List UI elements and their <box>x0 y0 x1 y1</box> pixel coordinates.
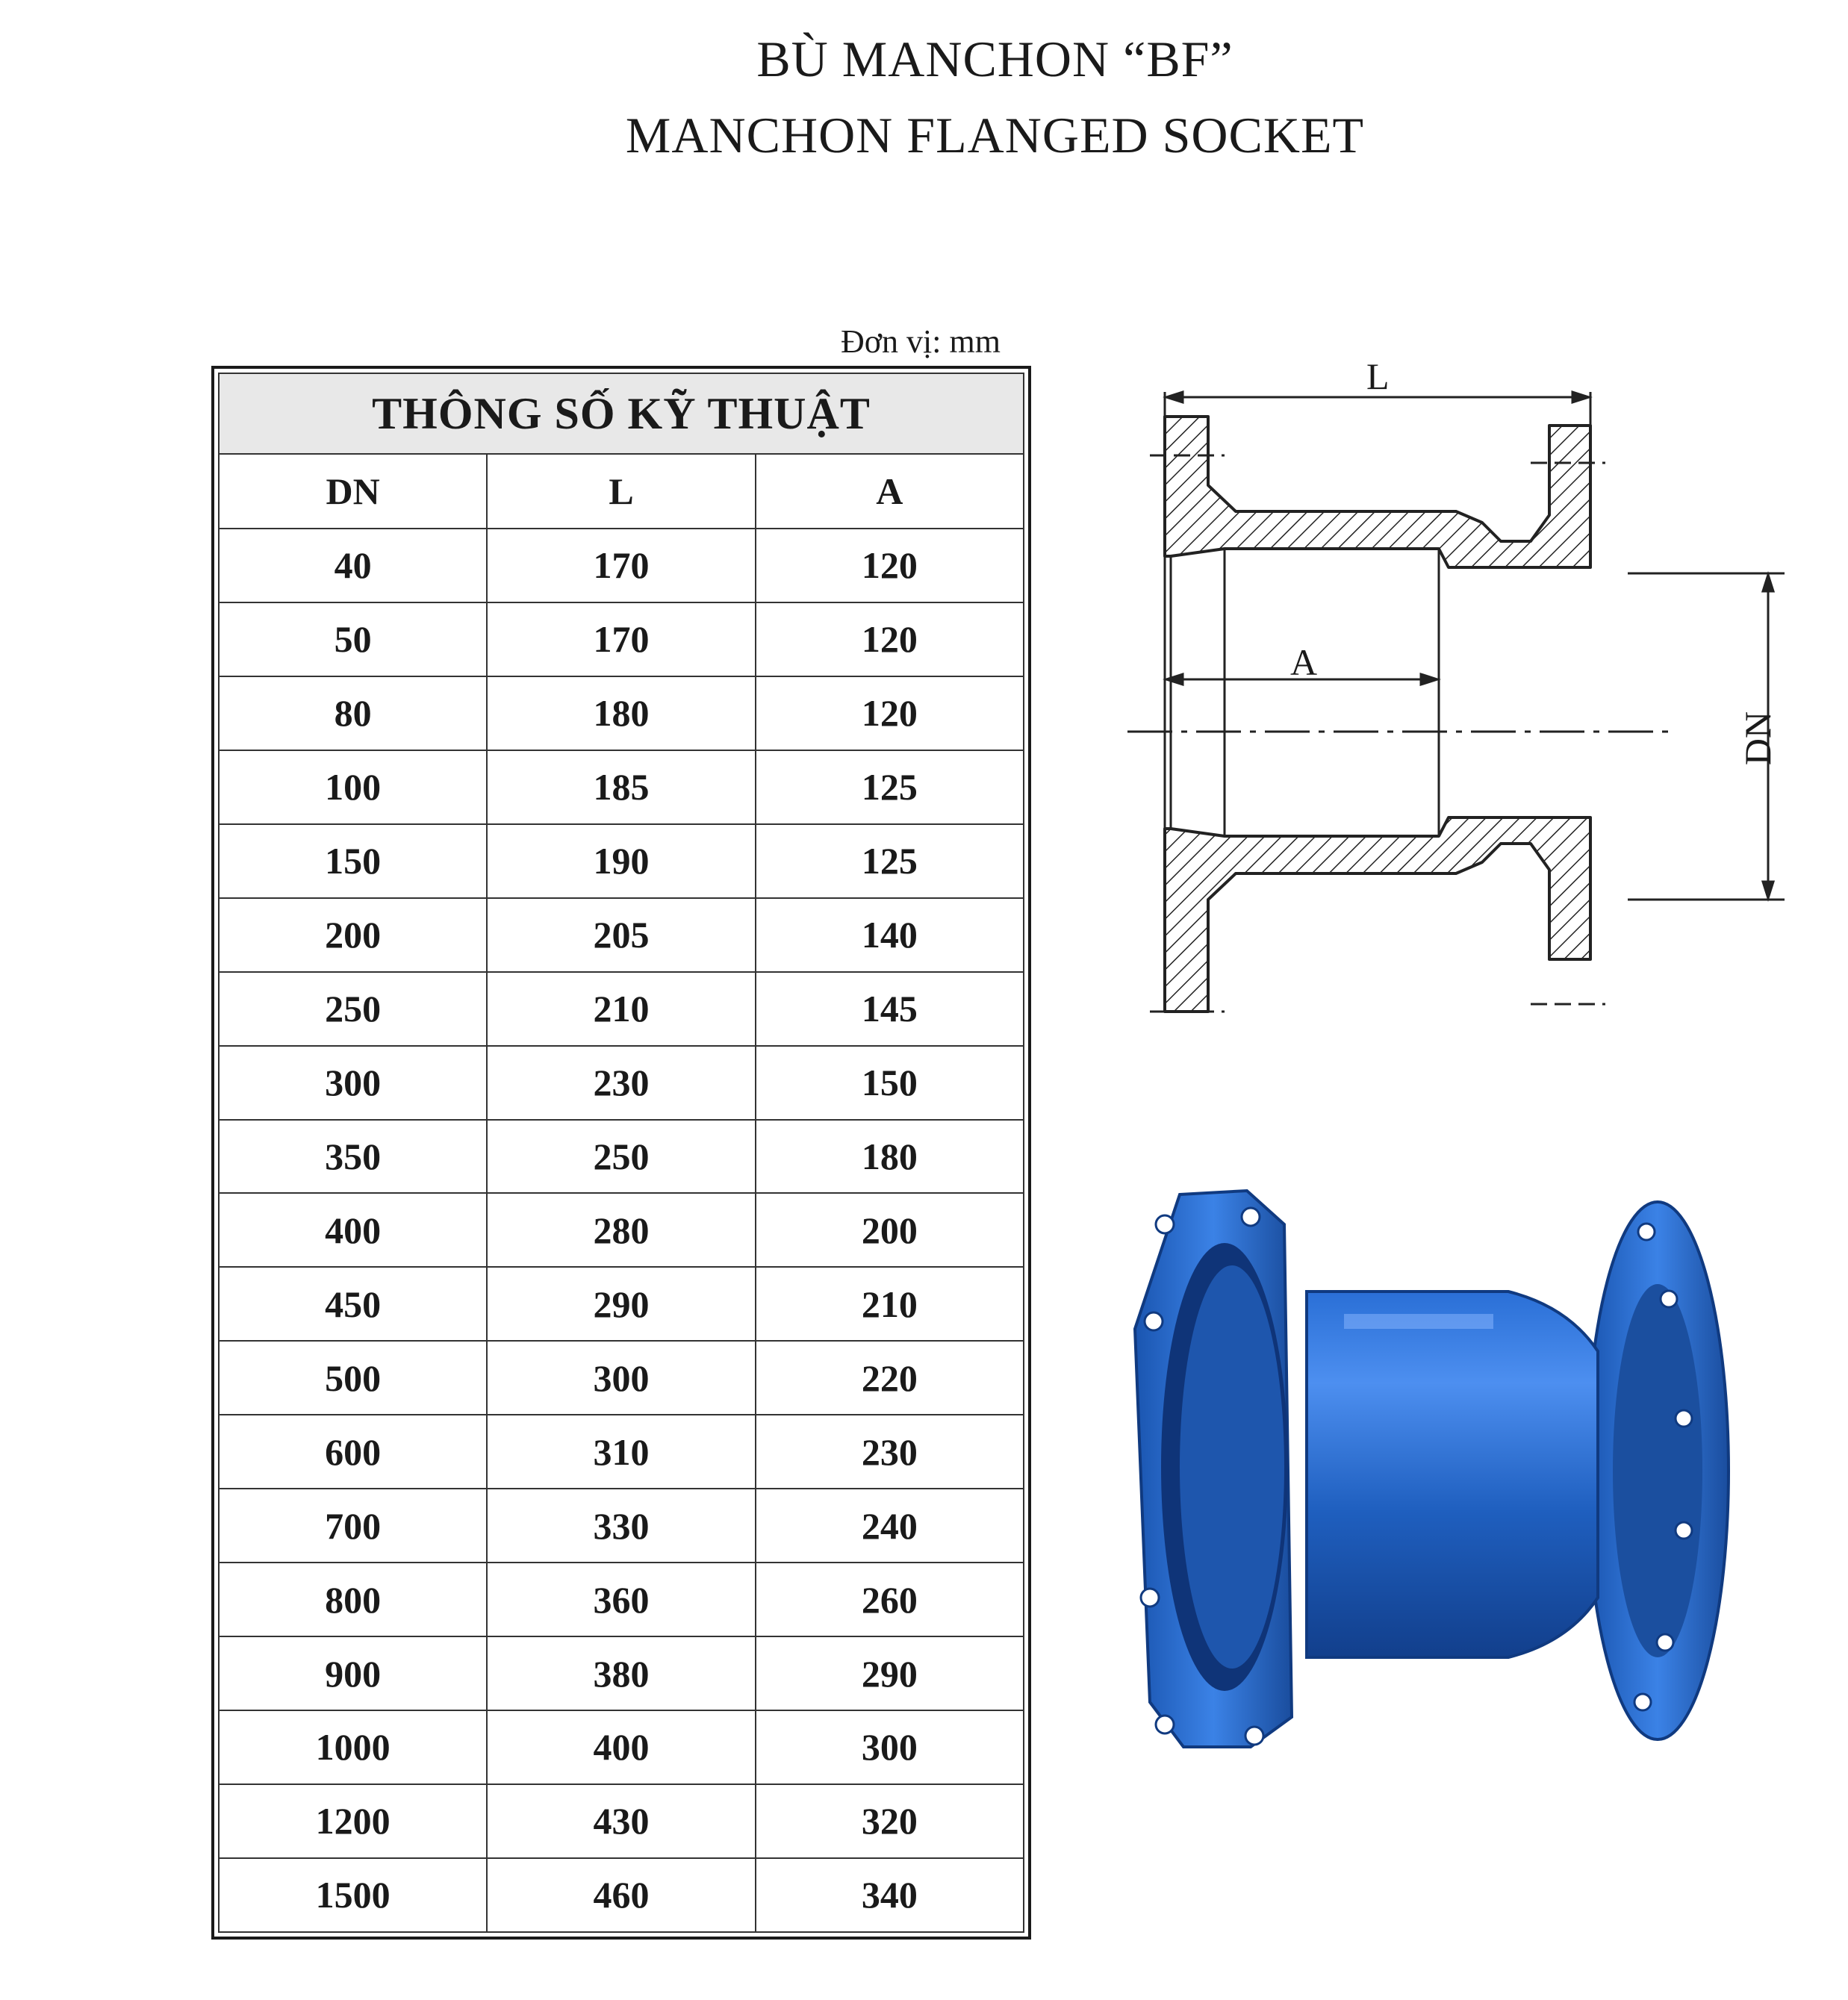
cell-dn: 1200 <box>219 1784 487 1858</box>
table-row <box>219 972 1024 1046</box>
column-header-l: L <box>487 454 755 529</box>
page-subtitle: MANCHON FLANGED SOCKET <box>625 107 1365 163</box>
table-row <box>219 676 1024 750</box>
page-title: BÙ MANCHON “BF” <box>756 31 1233 87</box>
cell-l: 230 <box>487 1046 755 1120</box>
table-row <box>219 824 1024 898</box>
cell-l: 190 <box>487 824 755 898</box>
table-row <box>219 1415 1024 1489</box>
cell-dn: 1500 <box>219 1858 487 1932</box>
table-row <box>219 1341 1024 1415</box>
cell-a: 145 <box>756 972 1024 1046</box>
table-row <box>219 1858 1024 1932</box>
cell-a: 300 <box>756 1710 1024 1784</box>
cell-dn: 500 <box>219 1341 487 1415</box>
cell-l: 330 <box>487 1489 755 1563</box>
cell-dn: 300 <box>219 1046 487 1120</box>
cell-dn: 50 <box>219 602 487 676</box>
cell-a: 180 <box>756 1120 1024 1194</box>
cell-l: 185 <box>487 750 755 824</box>
cell-l: 250 <box>487 1120 755 1194</box>
cell-a: 290 <box>756 1636 1024 1710</box>
cell-a: 120 <box>756 602 1024 676</box>
label-dn: DN <box>1737 711 1779 766</box>
cell-dn: 150 <box>219 824 487 898</box>
cell-a: 200 <box>756 1193 1024 1267</box>
cell-dn: 80 <box>219 676 487 750</box>
cell-dn: 900 <box>219 1636 487 1710</box>
cell-a: 125 <box>756 750 1024 824</box>
fitting-section-top <box>1165 417 1590 567</box>
cell-a: 120 <box>756 529 1024 602</box>
table-row <box>219 750 1024 824</box>
cell-a: 230 <box>756 1415 1024 1489</box>
cell-dn: 350 <box>219 1120 487 1194</box>
cell-a: 125 <box>756 824 1024 898</box>
cell-l: 210 <box>487 972 755 1046</box>
cell-l: 170 <box>487 602 755 676</box>
cell-l: 400 <box>487 1710 755 1784</box>
cell-l: 460 <box>487 1858 755 1932</box>
cell-l: 430 <box>487 1784 755 1858</box>
spec-table <box>211 366 1031 1940</box>
column-header-a: A <box>756 454 1024 529</box>
table-row <box>219 898 1024 972</box>
cell-dn: 250 <box>219 972 487 1046</box>
cell-l: 180 <box>487 676 755 750</box>
technical-drawing <box>1113 351 1799 1068</box>
label-l: L <box>1366 355 1390 397</box>
label-a: A <box>1290 641 1318 683</box>
cell-a: 140 <box>756 898 1024 972</box>
column-header-dn: DN <box>219 454 487 529</box>
cell-dn: 400 <box>219 1193 487 1267</box>
table-row <box>219 1267 1024 1341</box>
cell-a: 320 <box>756 1784 1024 1858</box>
cell-a: 240 <box>756 1489 1024 1563</box>
cell-dn: 600 <box>219 1415 487 1489</box>
table-row <box>219 1193 1024 1267</box>
table-row <box>219 1710 1024 1784</box>
cell-l: 360 <box>487 1563 755 1636</box>
table-row <box>219 1563 1024 1636</box>
cell-l: 170 <box>487 529 755 602</box>
cell-l: 205 <box>487 898 755 972</box>
cell-a: 120 <box>756 676 1024 750</box>
table-heading: THÔNG SỐ KỸ THUẬT <box>219 373 1024 454</box>
cell-a: 150 <box>756 1046 1024 1120</box>
table-row <box>219 1636 1024 1710</box>
cell-dn: 100 <box>219 750 487 824</box>
cell-l: 290 <box>487 1267 755 1341</box>
cell-l: 300 <box>487 1341 755 1415</box>
cell-l: 280 <box>487 1193 755 1267</box>
table-row <box>219 1120 1024 1194</box>
table-row <box>219 1784 1024 1858</box>
cell-a: 260 <box>756 1563 1024 1636</box>
cell-dn: 200 <box>219 898 487 972</box>
table-row <box>219 1046 1024 1120</box>
cell-l: 310 <box>487 1415 755 1489</box>
table-row <box>219 602 1024 676</box>
fitting-section-bottom <box>1165 817 1590 1012</box>
cell-dn: 40 <box>219 529 487 602</box>
product-image <box>1120 1180 1792 1807</box>
unit-note: Đơn vị: mm <box>841 323 1001 360</box>
cell-a: 220 <box>756 1341 1024 1415</box>
cell-dn: 700 <box>219 1489 487 1563</box>
cell-dn: 450 <box>219 1267 487 1341</box>
table-row <box>219 1489 1024 1563</box>
table-row <box>219 529 1024 602</box>
cell-l: 380 <box>487 1636 755 1710</box>
cell-a: 340 <box>756 1858 1024 1932</box>
cell-a: 210 <box>756 1267 1024 1341</box>
cell-dn: 800 <box>219 1563 487 1636</box>
fitting-body <box>1307 1292 1598 1657</box>
cell-dn: 1000 <box>219 1710 487 1784</box>
